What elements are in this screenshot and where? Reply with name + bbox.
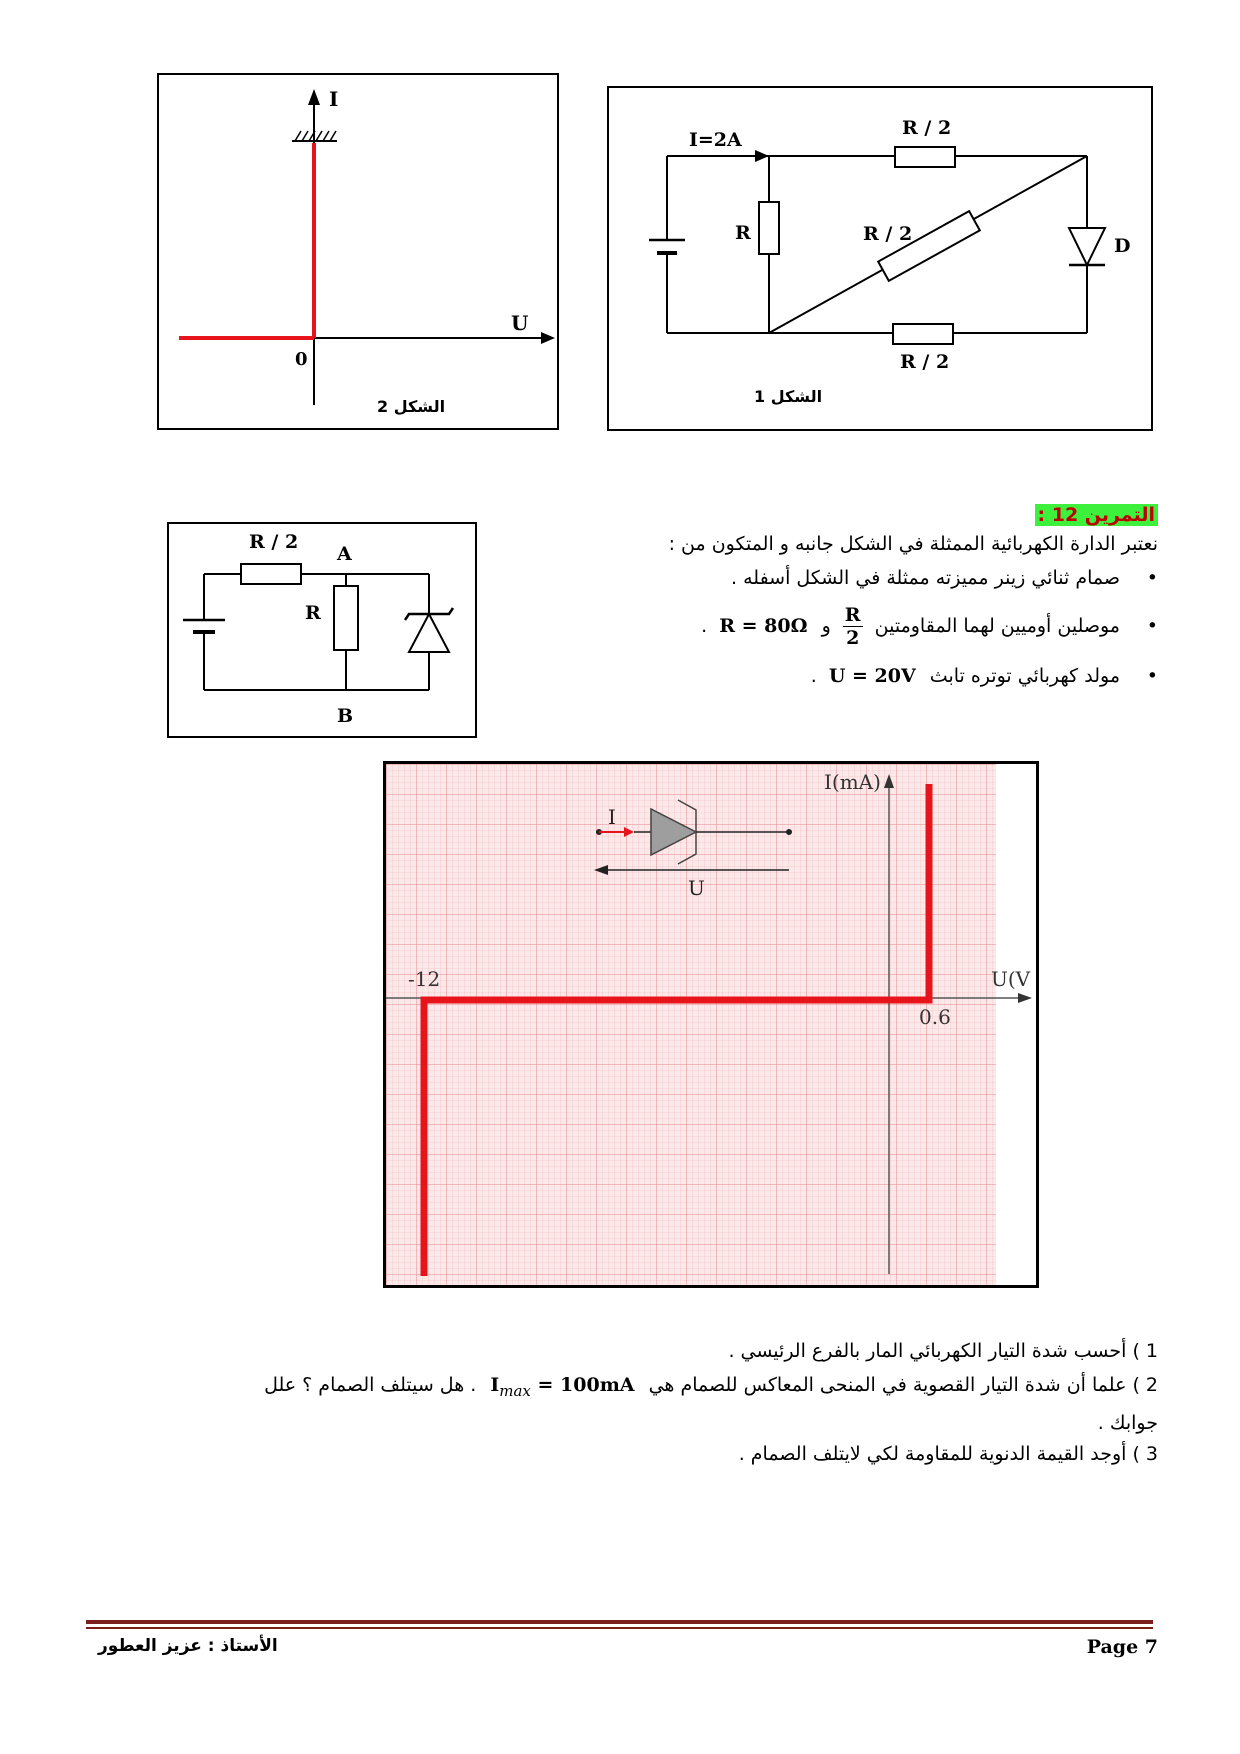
bullet-2-dot: . (701, 615, 708, 637)
resistor-left (759, 202, 779, 254)
zener-graph-box (383, 761, 1039, 1288)
bullet-2-value: R = 80Ω (719, 615, 808, 637)
question-3: 3 ) أوجد القيمة الدنوية للمقاومة لكي لايتلف الصمام . (738, 1443, 1158, 1465)
r-bottom-label: R / 2 (900, 351, 950, 373)
symbol-right-node (786, 829, 792, 835)
graph-left-value: -12 (408, 967, 441, 991)
bullet-2-text: موصلين أوميين لهما المقاومتين (874, 615, 1120, 637)
question-1: 1 ) أحسب شدة التيار الكهربائي المار بالفرع الرئيسي . (728, 1340, 1158, 1362)
c3-r-top-label: R / 2 (249, 531, 299, 553)
exercise-title: التمرين 12 : (1035, 504, 1158, 526)
resistor-top (895, 147, 955, 167)
graph-right-value: 0.6 (919, 1005, 951, 1029)
r-diag-label: R / 2 (863, 223, 913, 245)
figure-2-caption: الشكل 2 (377, 397, 446, 416)
question-2-text-b: . هل سيتلف الصمام ؟ علل (264, 1374, 477, 1396)
question-2-formula (490, 1374, 635, 1400)
i-axis-arrow (308, 89, 320, 105)
footer-line-thin (86, 1627, 1153, 1629)
bullet-3 (558, 663, 1158, 690)
figure-1-circuit (609, 88, 1151, 429)
hatch-marks (295, 131, 336, 141)
current-label: I=2A (689, 129, 742, 151)
bullet-dot-2: • (1146, 615, 1158, 637)
diode-label: D (1114, 235, 1131, 257)
symbol-voltage-label: U (688, 876, 705, 900)
zener-graph (386, 764, 1036, 1285)
bullet-1-text: صمام ثنائي زينر مميزته ممثلة في الشكل أسفله . (731, 567, 1120, 589)
figure-2-diagram (159, 75, 557, 428)
c3-r-mid-label: R (305, 602, 321, 624)
circuit-3-diagram (169, 524, 475, 736)
node-b-label: B (337, 705, 354, 727)
figure-1-box (607, 86, 1153, 431)
question-2-continued: جوابك . (1097, 1412, 1158, 1434)
resistor-bottom (893, 324, 953, 344)
c3-resistor-top (241, 564, 301, 584)
q2-imax-value: = 100mA (530, 1374, 635, 1396)
circuit-3-box (167, 522, 477, 738)
symbol-current-label: I (608, 805, 616, 829)
q2-imax-subscript: max (499, 1381, 531, 1400)
bullet-dot-1: • (1146, 567, 1158, 589)
fraction-r-over-2 (843, 604, 863, 649)
q2-imax-symbol: I (490, 1374, 500, 1396)
question-2 (78, 1372, 1158, 1405)
bullet-2 (458, 596, 1158, 656)
author-name: الأستاذ : عزيز العطور (98, 1636, 278, 1656)
bullet-3-dot: . (810, 665, 817, 687)
bullet-dot-3: • (1146, 665, 1158, 687)
origin-label: 0 (295, 349, 308, 370)
c3-resistor-mid (334, 586, 358, 650)
footer-line-thick (86, 1620, 1153, 1624)
bullet-3-text: مولد كهربائي توتره تابث (929, 665, 1120, 687)
r-left-label: R (735, 222, 751, 244)
exercise-intro: نعتبر الدارة الكهربائية الممثلة في الشكل جانبه و المتكون من : (668, 533, 1158, 555)
bullet-3-value: U = 20V (828, 665, 916, 687)
resistor-diagonal (878, 211, 980, 281)
node-a-label: A (337, 543, 352, 565)
r-top-label: R / 2 (902, 117, 952, 139)
bullet-2-and: و (821, 615, 831, 637)
bullet-1 (558, 565, 1158, 592)
graph-u-axis-arrow (1018, 993, 1032, 1003)
figure-2-box (157, 73, 559, 430)
graph-x-label: U(V (991, 967, 1031, 991)
fraction-numerator: R (844, 604, 861, 626)
fraction-denominator: 2 (846, 627, 860, 649)
graph-y-label: I(mA) (824, 770, 881, 794)
current-arrow (755, 150, 769, 162)
figure-1-caption: الشكل 1 (754, 387, 823, 406)
exercise-title-row (1035, 504, 1158, 526)
diode-triangle (1069, 228, 1105, 265)
zener-triangle (409, 614, 449, 652)
u-axis-arrow (541, 332, 555, 344)
graph-paper-grid (386, 764, 996, 1285)
question-2-text-a: 2 ) علما أن شدة التيار القصوية في المنحى المعاكس للصمام هي (648, 1374, 1158, 1396)
u-axis-label: U (511, 311, 529, 335)
i-axis-label: I (329, 87, 339, 111)
page-number: Page 7 (1086, 1636, 1158, 1658)
